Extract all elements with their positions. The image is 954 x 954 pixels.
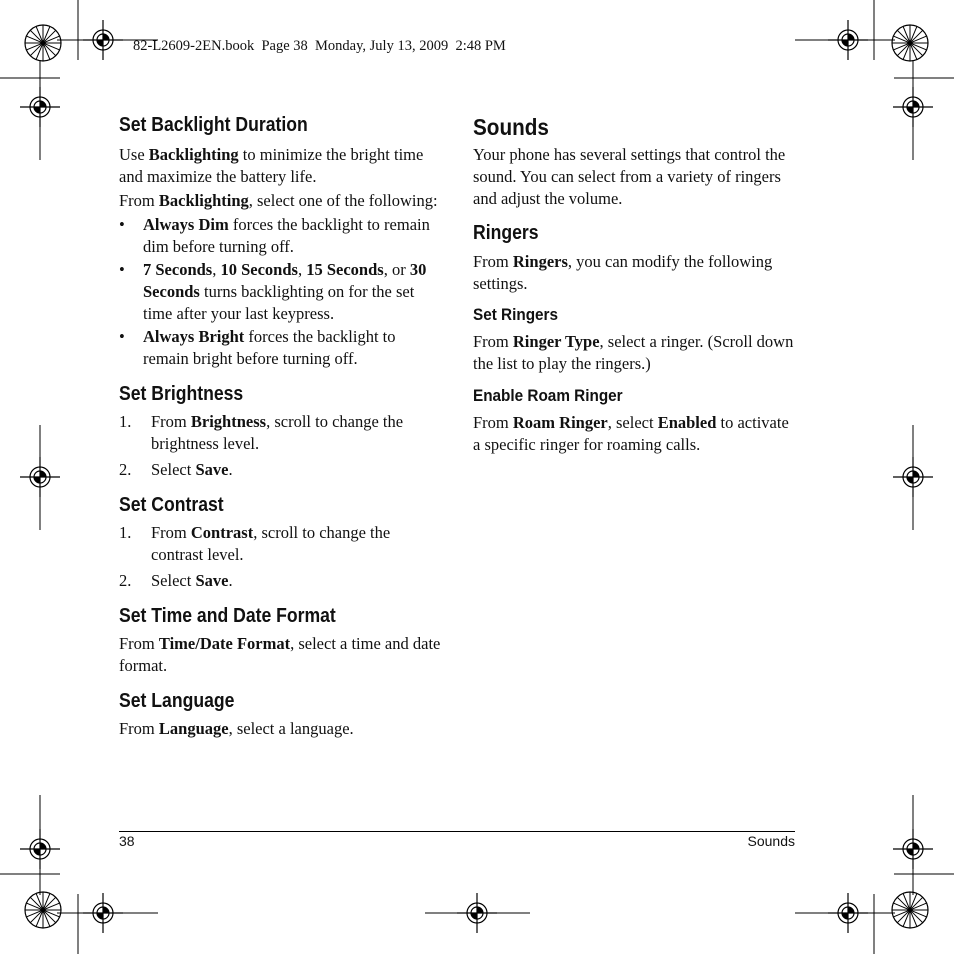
heading-enable-roam-ringer: Enable Roam Ringer (473, 386, 623, 405)
heading-set-contrast: Set Contrast (119, 494, 224, 516)
list-item: • 7 Seconds, 10 Seconds, 15 Seconds, or 30 Seconds turns backlighting on for the set time after your last keypress. (119, 260, 427, 323)
time-date-text: From Time/Date Format, select a time and date format. (119, 634, 441, 675)
heading-set-ringers: Set Ringers (473, 305, 559, 324)
backlight-intro: Use Backlighting to minimize the bright time and maximize the battery life. (119, 145, 424, 186)
backlight-instruction: From Backlighting, select one of the following: (119, 191, 438, 210)
heading-sounds: Sounds (473, 114, 549, 140)
footer-section-title: Sounds (747, 833, 795, 849)
heading-set-time-date-format: Set Time and Date Format (119, 605, 336, 627)
heading-ringers: Ringers (473, 222, 539, 244)
footer-rule (119, 831, 795, 832)
list-item: 1. From Brightness, scroll to change the brightness level. (119, 412, 404, 453)
sounds-intro: Your phone has several settings that control the sound. You can select from a variety of ringers and adjust the volume. (473, 145, 786, 208)
list-item: 1. From Contrast, scroll to change the contrast level. (119, 523, 391, 564)
page-number: 38 (119, 833, 135, 849)
set-ringers-text: From Ringer Type, select a ringer. (Scroll down the list to play the ringers.) (473, 332, 794, 373)
list-item: 2. Select Save. (119, 571, 233, 590)
roam-ringer-text: From Roam Ringer, select Enabled to activate a specific ringer for roaming calls. (473, 413, 789, 454)
contrast-steps (119, 522, 441, 592)
heading-set-backlight-duration: Set Backlight Duration (119, 114, 308, 136)
list-item: • Always Bright forces the backlight to remain bright before turning off. (119, 327, 396, 368)
print-slug: 82-L2609-2EN.book Page 38 Monday, July 13, 2009 2:48 PM (133, 38, 506, 54)
ringers-text: From Ringers, you can modify the following settings. (473, 252, 773, 293)
heading-set-language: Set Language (119, 690, 235, 712)
brightness-steps (119, 411, 441, 481)
heading-set-brightness: Set Brightness (119, 383, 244, 405)
list-item: 2. Select Save. (119, 460, 233, 479)
language-text: From Language, select a language. (119, 719, 354, 738)
list-item: • Always Dim forces the backlight to remain dim before turning off. (119, 215, 430, 256)
